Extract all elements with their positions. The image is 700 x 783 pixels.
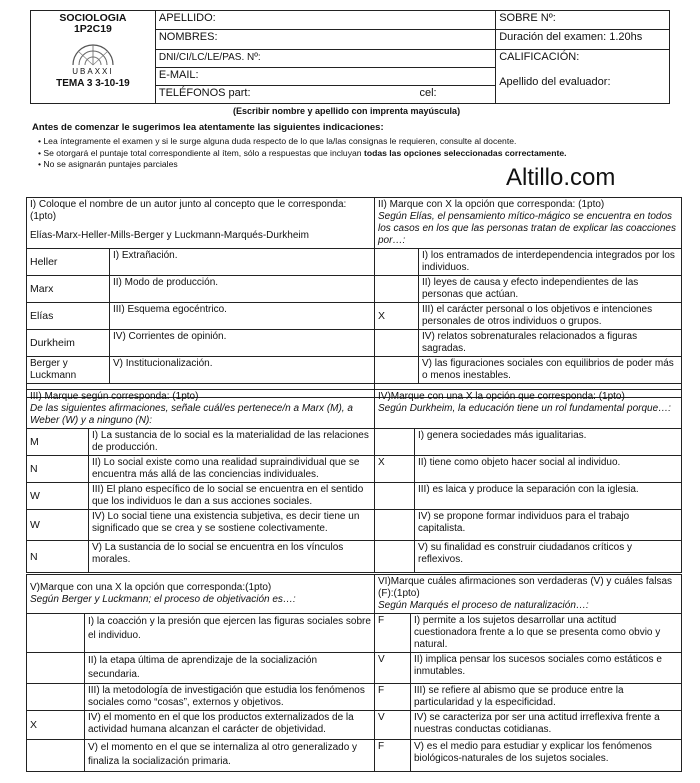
q1-answer[interactable]: Marx [27,276,110,303]
q5-mark[interactable] [27,614,85,653]
q1-concept: I) Extrañación. [110,249,375,276]
evaluador-label: Apellido del evaluador: [499,75,611,88]
name-note: (Escribir nombre y apellido con imprenta mayúscula) [233,106,461,116]
q6-option: I) permite a los sujetos desarrollar una actitud cuestionadora frente a lo que se presenta como obvio y natural. [411,614,682,653]
q3-mark[interactable]: M [27,429,89,456]
q3-title: III) Marque según corresponda: (1pto) [30,391,199,402]
q5-subtitle: Según Berger y Luckmann; el proceso de objetivación es…: [30,594,296,605]
q5-title: V)Marque con una X la opción que corresponda:(1pto) [30,582,272,593]
q2-subtitle: Según Elías, el pensamiento mítico-mágico se encuentra en todos los casos en los que las personas tratan de explicar las coacciones por…: [378,211,676,246]
calificacion-label: CALIFICACIÓN: [499,50,580,63]
q5-mark[interactable] [27,740,85,772]
q6-header [375,575,682,614]
header-logo-cell [31,11,156,104]
q1-answer[interactable]: Heller [27,249,110,276]
q4-mark[interactable] [375,510,415,541]
q3-option: III) El plano específico de lo social se encuentra en el sentido que los individuos le dan a sus acciones sociales. [89,483,375,510]
q2-option: III) el carácter personal o los objetivos e intenciones personales de otros individuos o grupos. [419,303,682,330]
q2-mark[interactable] [375,249,419,276]
q5-option: I) la coacción y la presión que ejercen las figuras sociales sobre el individuo. [85,614,375,653]
logo-text: UBAXXI [72,67,114,76]
q5-mark[interactable] [27,653,85,684]
block-q5-q6 [26,574,682,772]
q6-option: V) es el medio para estudiar y explicar los fenómenos biológicos-naturales de los sujetos sociales. [411,740,682,772]
q4-mark[interactable] [375,541,415,573]
q4-option: III) es laica y produce la separación con la iglesia. [415,483,682,510]
q4-option: I) genera sociedades más igualitarias. [415,429,682,456]
q1-concept: II) Modo de producción. [110,276,375,303]
q1-answer[interactable]: Durkheim [27,330,110,357]
q4-mark[interactable]: X [375,456,415,483]
q2-title: II) Marque con X la opción que corresponda: (1pto) [378,199,605,210]
q4-subtitle: Según Durkheim, la educación tiene un rol fundamental porque…: [378,403,671,414]
q3-mark[interactable]: W [27,510,89,541]
instructions-list [38,136,566,171]
instruction-item: • Se otorgará el puntaje total correspondiente al ítem, sólo a respuestas que incluyan todas las opciones seleccionadas correctamente. [38,147,567,158]
q6-mark[interactable]: V [375,653,411,684]
q4-header [375,390,682,429]
q6-mark[interactable]: F [375,684,411,711]
q2-option: IV) relatos sobrenaturales relacionados a figuras sagradas. [419,330,682,357]
q6-option: II) implica pensar los sucesos sociales como estáticos e inmutables. [411,653,682,684]
q4-mark[interactable] [375,429,415,456]
q4-option: IV) se propone formar individuos para el trabajo capitalista. [415,510,682,541]
q1-concept: III) Esquema egocéntrico. [110,303,375,330]
q5-option: II) la etapa última de aprendizaje de la socialización secundaria. [85,653,375,684]
tema-label: TEMA 3 3-10-19 [56,78,130,89]
q5-option: III) la metodología de investigación que estudia los fenómenos sociales como “cosas”, externos y objetivos. [85,684,375,711]
q2-mark[interactable] [375,330,419,357]
q4-option: V) su finalidad es construir ciudadanos críticos y reflexivos. [415,541,682,573]
duracion-label: Duración del examen: 1.20hs [496,30,670,49]
instruction-item: • Lea íntegramente el examen y si le surge alguna duda respecto de lo que la/las consignas le requieren, consulte al docente. [38,136,517,146]
email-field[interactable]: E-MAIL: [155,68,495,85]
q4-option: II) tiene como objeto hacer social al individuo. [415,456,682,483]
q6-mark[interactable]: V [375,711,411,740]
q1-answer[interactable]: Elías [27,303,110,330]
telefonos-label: TELÉFONOS part: [158,86,251,99]
q2-option: II) leyes de causa y efecto independientes de las personas que actúan. [419,276,682,303]
q2-option: I) los entramados de interdependencia integrados por los individuos. [419,249,682,276]
q6-title: VI)Marque cuáles afirmaciones son verdaderas (V) y cuáles falsas (F):(1pto) [378,576,673,599]
apellido-field[interactable]: APELLIDO: [155,11,495,30]
q3-mark[interactable]: N [27,456,89,483]
block-q3-q4 [26,389,682,573]
telefonos-field[interactable] [155,85,495,103]
q3-option: II) Lo social existe como una realidad supraindividual que se encuentra más allá de las conciencias individuales. [89,456,375,483]
q3-option: I) La sustancia de lo social es la materialidad de las relaciones de producción. [89,429,375,456]
q4-title: IV)Marque con una X la opción que corresponda: (1pto) [378,391,625,402]
q3-option: V) La sustancia de lo social se encuentra en los vínculos morales. [89,541,375,573]
sobre-field[interactable]: SOBRE Nº: [496,11,670,30]
q2-option: V) las figuraciones sociales con equilibrios de poder más o menos inestables. [419,357,682,384]
q3-mark[interactable]: W [27,483,89,510]
q6-option: IV) se caracteriza por ser una actitud irreflexiva frente a nuestras conductas cotidianas. [411,711,682,740]
q2-header [375,198,682,249]
q3-option: IV) Lo social tiene una existencia subjetiva, es decir tiene un significado que se crea y se sostiene colectivamente. [89,510,375,541]
q4-mark[interactable] [375,483,415,510]
course-name: SOCIOLOGIA [59,12,127,24]
q1-answer[interactable]: Berger y Luckmann [27,357,110,384]
q1-concept: IV) Corrientes de opinión. [110,330,375,357]
q3-subtitle: De las siguientes afirmaciones, señale cuál/es pertenece/n a Marx (M), a Weber (W) y a ninguno (N): [30,403,353,426]
nombres-field[interactable]: NOMBRES: [155,30,495,49]
q6-mark[interactable]: F [375,740,411,772]
ubaxxi-logo-icon [63,39,123,67]
q6-subtitle: Según Marqués el proceso de naturalización…: [378,600,589,611]
q1-title: I) Coloque el nombre de un autor junto al concepto que le corresponda:(1pto) [30,199,347,222]
q1-concept: V) Institucionalización. [110,357,375,384]
q5-mark[interactable] [27,684,85,711]
q1-header [27,198,375,249]
q6-mark[interactable]: F [375,614,411,653]
watermark: Altillo.com [506,164,616,191]
q5-header [27,575,375,614]
dni-field[interactable]: DNI/CI/LC/LE/PAS. Nº: [155,49,495,67]
q6-option: III) se refiere al abismo que se produce entre la particularidad y la especificidad. [411,684,682,711]
instructions-title: Antes de comenzar le sugerimos lea atentamente las siguientes indicaciones: [32,122,384,133]
block-q1-q2 [26,197,682,398]
calificacion-block [496,49,670,103]
cel-label: cel: [419,86,437,99]
header-table [30,10,670,104]
q1-authors: Elías-Marx-Heller-Mills-Berger y Luckmann-Marqués-Durkheim [30,230,309,241]
q5-option: V) el momento en el que se internaliza al otro generalizado y finaliza la socialización primaria. [85,740,375,772]
q2-mark[interactable]: X [375,303,419,330]
q2-mark[interactable] [375,357,419,384]
instruction-item: • No se asignarán puntajes parciales [38,159,178,169]
q5-mark[interactable]: X [27,711,85,740]
q5-option: IV) el momento en el que los productos externalizados de la actividad humana alcanzan el carácter de objetividad. [85,711,375,740]
q3-header [27,390,375,429]
course-code: 1P2C19 [73,23,112,35]
q3-mark[interactable]: N [27,541,89,573]
q2-mark[interactable] [375,276,419,303]
